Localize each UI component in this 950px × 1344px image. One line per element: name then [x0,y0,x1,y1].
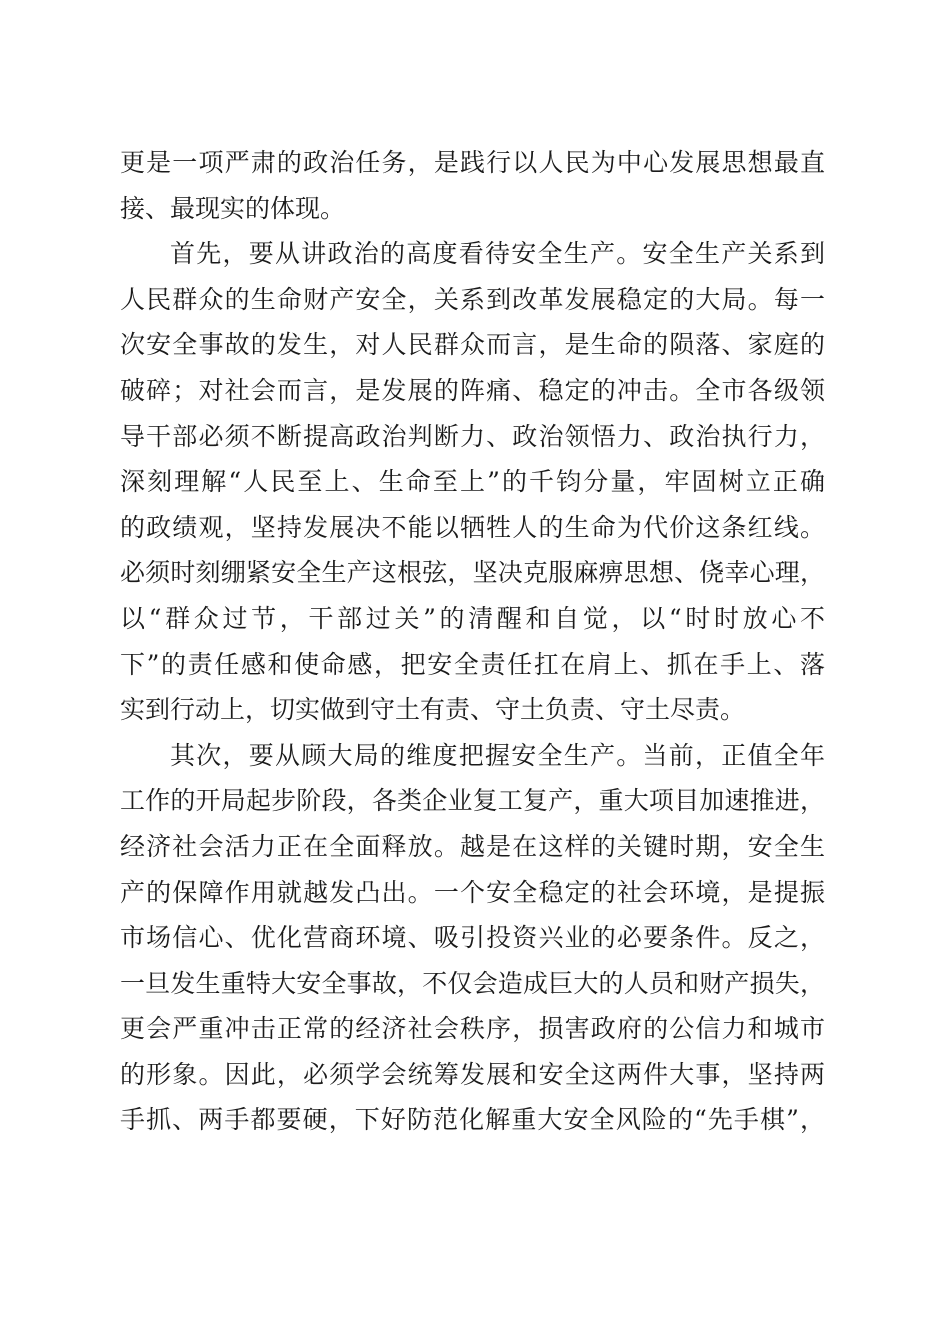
paragraph-start-line: 其次，要从顾大局的维度把握安全生产。当前，正值全年 [170,740,825,770]
text-line: 工作的开局起步阶段，各类企业复工复产，重大项目加速推进， [120,786,825,816]
text-line: 的形象。因此，必须学会统筹发展和安全这两件大事，坚持两 [120,1059,825,1089]
text-line: 一旦发生重特大安全事故，不仅会造成巨大的人员和财产损失， [120,968,825,998]
text-line: 必须时刻绷紧安全生产这根弦，坚决克服麻痹思想、侥幸心理， [120,558,825,588]
text-line: 以“群众过节，干部过关”的清醒和自觉，以“时时放心不 [120,603,825,633]
text-line: 破碎；对社会而言，是发展的阵痛、稳定的冲击。全市各级领 [120,375,825,405]
text-line: 经济社会活力正在全面释放。越是在这样的关键时期，安全生 [120,831,825,861]
text-line: 下”的责任感和使命感，把安全责任扛在肩上、抓在手上、落 [120,649,825,679]
text-line: 次安全事故的发生，对人民群众而言，是生命的陨落、家庭的 [120,330,825,360]
text-line: 更是一项严肃的政治任务，是践行以人民为中心发展思想最直 [120,148,825,177]
document-body [120,140,825,1143]
text-line: 实到行动上，切实做到守土有责、守土负责、守土尽责。 [120,695,746,725]
text-line: 手抓、两手都要硬，下好防范化解重大安全风险的“先手棋”， [120,1105,825,1135]
text-line: 深刻理解“人民至上、生命至上”的千钧分量，牢固树立正确 [120,467,825,497]
text-line: 产的保障作用就越发凸出。一个安全稳定的社会环境，是提振 [120,877,825,907]
paragraph-start-line: 首先，要从讲政治的高度看待安全生产。安全生产关系到 [170,239,825,269]
text-line: 更会严重冲击正常的经济社会秩序，损害政府的公信力和城市 [120,1014,825,1044]
text-line: 市场信心、优化营商环境、吸引投资兴业的必要条件。反之， [120,923,825,953]
text-line: 导干部必须不断提高政治判断力、政治领悟力、政治执行力， [120,421,825,451]
text-line: 接、最现实的体现。 [120,193,346,223]
text-line: 人民群众的生命财产安全，关系到改革发展稳定的大局。每一 [120,284,825,314]
text-line: 的政绩观，坚持发展决不能以牺牲人的生命为代价这条红线。 [120,512,825,542]
